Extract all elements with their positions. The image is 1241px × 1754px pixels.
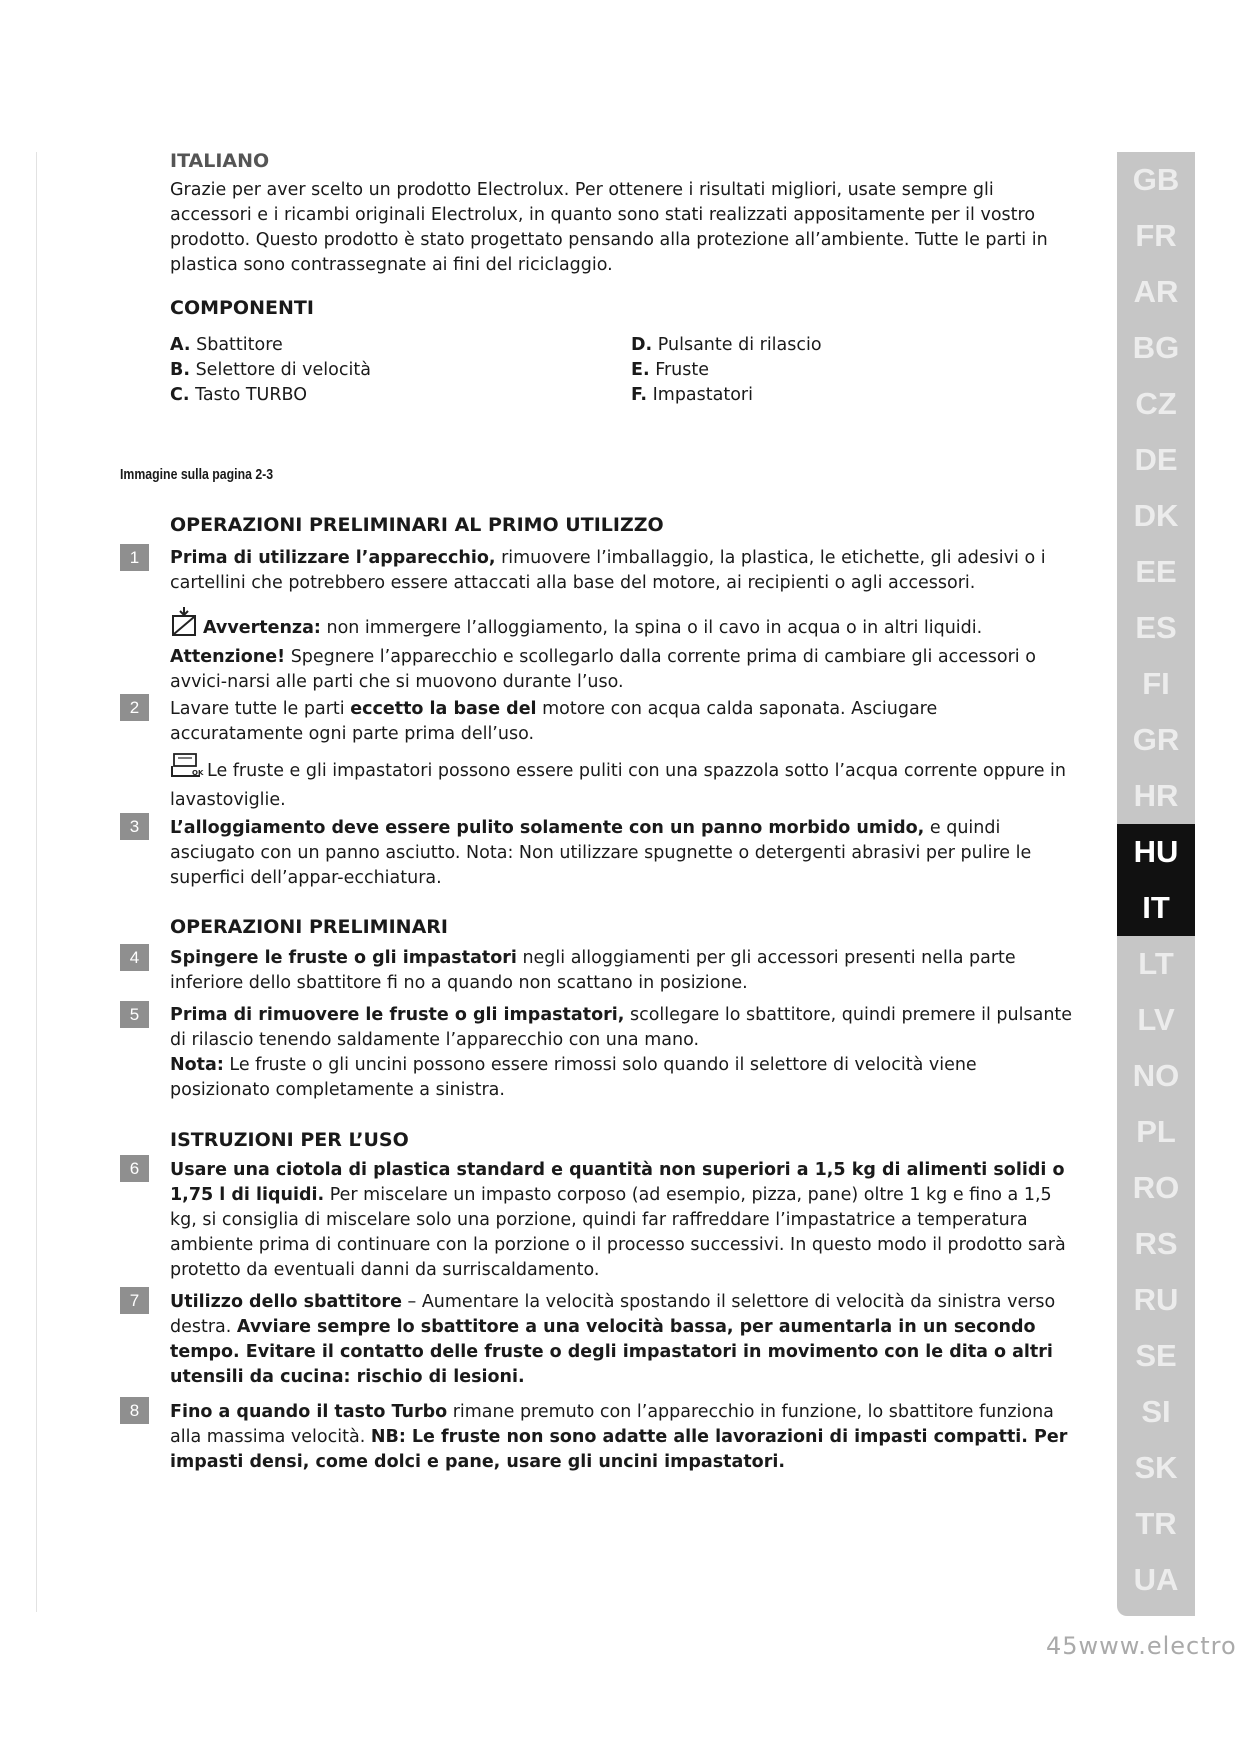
language-tab-dk[interactable]: DK	[1133, 498, 1179, 533]
step-number-4: 4	[120, 944, 149, 971]
section-title-prelim: OPERAZIONI PRELIMINARI	[170, 916, 448, 938]
step-6-text: Usare una ciotola di plastica standard e quantità non superiori a 1,5 kg di alimenti solidi o 1,75 l di liquidi. Per miscelare un impasto corposo (ad esempio, pizza, pane) oltre 1 kg e fino a 1,5 kg, si consiglia di miscelare solo una porzione, quindi far raffreddare l’impastatrice a temperatura ambiente prima di continuare con la porzione o il processo successivi. In questo modo il prodotto sarà protetto da eventuali danni da surriscaldamento.	[170, 1160, 1066, 1280]
language-tab-ee[interactable]: EE	[1135, 554, 1177, 589]
component-item: C. Tasto TURBO	[170, 385, 307, 405]
language-tab-rs[interactable]: RS	[1134, 1226, 1178, 1261]
dishwasher-note: OK Le fruste e gli impastatori possono essere puliti con una spazzola sotto l’acqua corrente oppure in lavastoviglie.	[170, 752, 1075, 813]
language-tab-ua[interactable]: UA	[1133, 1562, 1179, 1597]
step-number-1: 1	[120, 544, 149, 571]
language-tab-ar[interactable]: AR	[1133, 274, 1179, 309]
section-title-usage: ISTRUZIONI PER L’USO	[170, 1129, 409, 1151]
image-reference: Immagine sulla pagina 2-3	[120, 466, 274, 483]
language-tab-lv[interactable]: LV	[1137, 1002, 1175, 1037]
language-tab-tr[interactable]: TR	[1135, 1506, 1177, 1541]
component-item: B. Selettore di velocità	[170, 360, 371, 380]
step-number-3: 3	[120, 813, 149, 840]
page-footer: 45www.electro	[1046, 1632, 1237, 1660]
language-tab-si[interactable]: SI	[1141, 1394, 1171, 1429]
language-tab-gb[interactable]: GB	[1132, 162, 1180, 197]
language-tab-bg[interactable]: BG	[1132, 330, 1180, 365]
language-tab-pl[interactable]: PL	[1136, 1114, 1176, 1149]
step-number-7: 7	[120, 1287, 149, 1314]
component-item: A. Sbattitore	[170, 335, 283, 355]
language-tab-fr[interactable]: FR	[1135, 218, 1177, 253]
language-tab-es[interactable]: ES	[1135, 610, 1177, 645]
intro-paragraph: Grazie per aver scelto un prodotto Electrolux. Per ottenere i risultati migliori, usate sempre gli accessori e i ricambi originali Electrolux, in quanto sono stati realizzati appositamente per il vostro prodotto. Questo prodotto è stato progettato pensando alla protezione all’ambiente. Tutte le parti in plastica sono contrassegnate ai fini del riciclaggio.	[170, 180, 1048, 275]
step-4-text: Spingere le fruste o gli impastatori negli alloggiamenti per gli accessori presenti nella parte inferiore dello sbattitore fi no a quando non scattano in posizione.	[170, 948, 1016, 993]
svg-text:OK: OK	[192, 769, 204, 777]
language-tab-sk[interactable]: SK	[1134, 1450, 1178, 1485]
language-tab-se[interactable]: SE	[1135, 1338, 1177, 1373]
language-tab-ro[interactable]: RO	[1132, 1170, 1180, 1205]
language-heading: ITALIANO	[170, 150, 270, 172]
step-2-text: Lavare tutte le parti eccetto la base del motore con acqua calda saponata. Asciugare accuratamente ogni parte prima dell’uso.	[170, 699, 938, 744]
language-tab-lt[interactable]: LT	[1138, 946, 1174, 981]
language-tab-de[interactable]: DE	[1134, 442, 1178, 477]
component-item: F. Impastatori	[631, 385, 753, 405]
warning-block: Avvertenza: non immergere l’alloggiamento, la spina o il cavo in acqua o in altri liquidi. Attenzione! Spegnere l’apparecchio e scollegarlo dalla corrente prima di cambiare gli accessori o avvici-narsi alle parti che si muovono durante l’uso.	[170, 607, 1075, 695]
component-list-left	[170, 333, 371, 408]
step-number-6: 6	[120, 1155, 149, 1182]
language-tab-hr[interactable]: HR	[1133, 778, 1179, 813]
components-title: COMPONENTI	[170, 297, 314, 319]
step-5-text: Prima di rimuovere le fruste o gli impastatori, scollegare lo sbattitore, quindi premere il pulsante di rilascio tenendo saldamente l’apparecchio con una mano.	[170, 1005, 1073, 1050]
section-title-prelim-first: OPERAZIONI PRELIMINARI AL PRIMO UTILIZZO	[170, 514, 664, 536]
step-number-8: 8	[120, 1397, 149, 1424]
left-margin-rule	[36, 152, 37, 1612]
step-7-text: Utilizzo dello sbattitore – Aumentare la velocità spostando il selettore di velocità da sinistra verso destra. Avviare sempre lo sbattitore a una velocità bassa, per aumentarla in un secondo tempo. Evitare il contatto delle fruste o degli impastatori in movimento con le dita o altri utensili da cucina: rischio di lesioni.	[170, 1292, 1056, 1387]
language-tab-gr[interactable]: GR	[1132, 722, 1180, 757]
step-number-2: 2	[120, 694, 149, 721]
language-tab-no[interactable]: NO	[1132, 1058, 1180, 1093]
step-5-note: Nota: Le fruste o gli uncini possono essere rimossi solo quando il selettore di velocità viene posizionato completamente a sinistra.	[170, 1055, 977, 1100]
language-tab-hu[interactable]: HU	[1117, 824, 1195, 880]
step-8-text: Fino a quando il tasto Turbo rimane premuto con l’apparecchio in funzione, lo sbattitore funziona alla massima velocità. NB: Le fruste non sono adatte alle lavorazioni di impasti compatti. Per impasti densi, come dolci e pane, usare gli uncini impastatori.	[170, 1402, 1068, 1472]
language-tab-ru[interactable]: RU	[1133, 1282, 1179, 1317]
component-list-right	[631, 333, 822, 408]
language-tab-cz[interactable]: CZ	[1135, 386, 1177, 421]
step-3-text: L’alloggiamento deve essere pulito solamente con un panno morbido umido, e quindi asciugato con un panno asciutto. Nota: Non utilizzare spugnette o detergenti abrasivi per pulire le superfici dell’appar-ecchiatura.	[170, 818, 1032, 888]
dishwasher-safe-icon	[170, 752, 204, 788]
step-1-text: Prima di utilizzare l’apparecchio, rimuovere l’imballaggio, la plastica, le etichette, gli adesivi o i cartellini che potrebbero essere attaccati alla base del motore, ai recipienti o agli accessori.	[170, 548, 1046, 593]
no-immerse-icon	[170, 607, 200, 645]
component-item: E. Fruste	[631, 360, 710, 380]
language-tab-fi[interactable]: FI	[1142, 666, 1170, 701]
component-item: D. Pulsante di rilascio	[631, 335, 822, 355]
language-tab-it[interactable]: IT	[1117, 880, 1195, 936]
step-number-5: 5	[120, 1001, 149, 1028]
